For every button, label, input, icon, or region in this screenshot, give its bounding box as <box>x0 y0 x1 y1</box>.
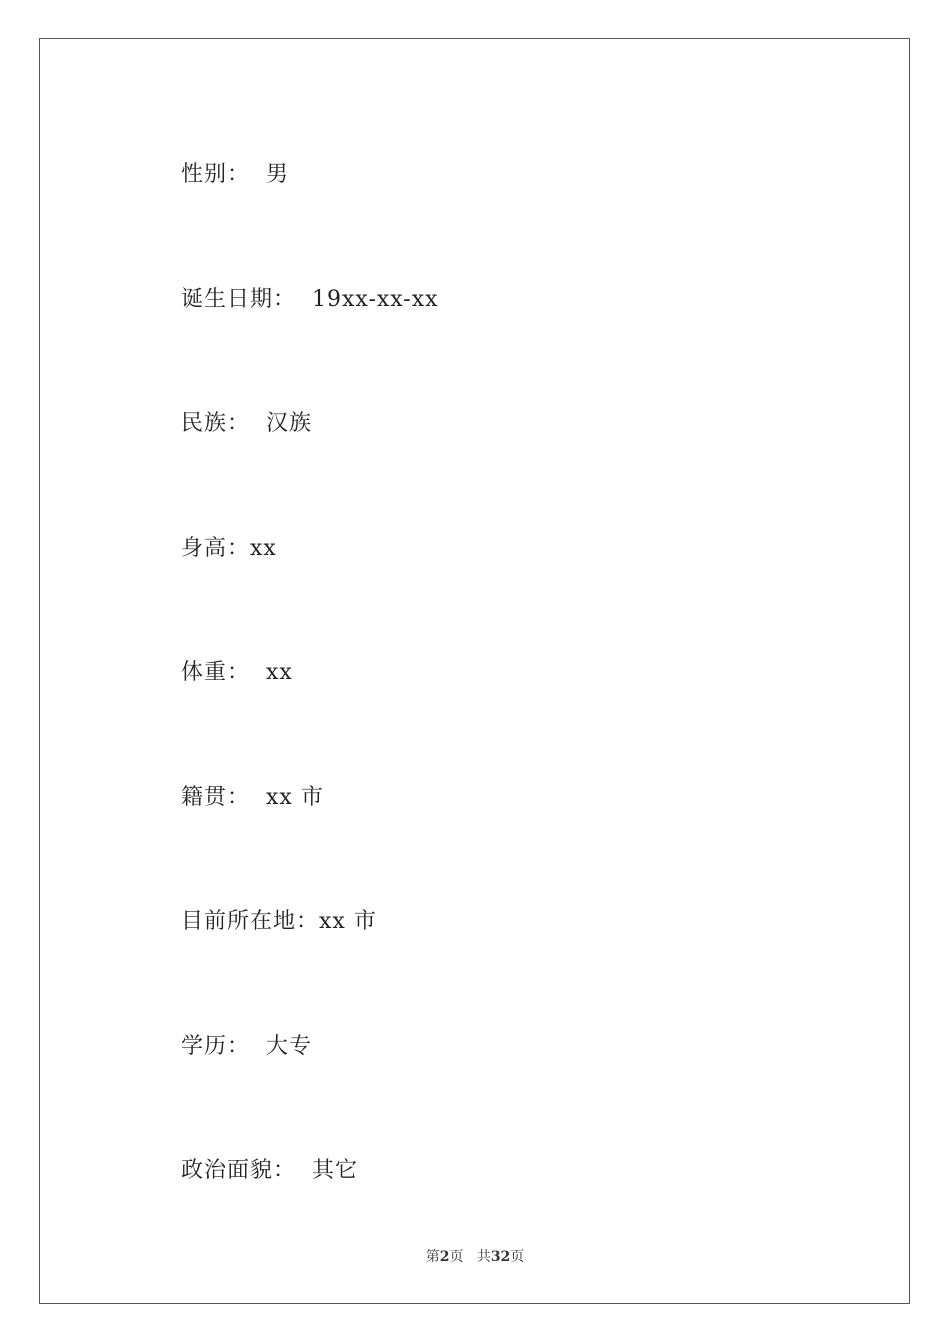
field-value: xx <box>250 536 277 561</box>
field-current-location <box>165 883 377 935</box>
field-label: 性别： <box>181 162 251 187</box>
field-gender <box>165 136 289 188</box>
field-value: xx <box>266 660 293 685</box>
total-prefix: 共 <box>476 1249 491 1265</box>
field-label: 目前所在地： <box>181 909 320 934</box>
field-value: xx 市 <box>266 785 324 810</box>
field-native-place <box>165 759 324 811</box>
page-prefix: 第 <box>425 1249 440 1265</box>
total-pages: 32 <box>490 1249 511 1265</box>
field-value: 汉族 <box>266 411 313 436</box>
field-political-status <box>165 1132 358 1184</box>
field-label: 诞生日期： <box>181 287 297 312</box>
field-label: 籍贯： <box>181 785 251 810</box>
field-label: 学历： <box>181 1034 251 1059</box>
field-weight <box>165 634 293 686</box>
field-birth-date <box>165 261 439 313</box>
page-number: 2 <box>439 1249 450 1265</box>
page-suffix: 页 <box>449 1249 464 1265</box>
field-value: 19xx-xx-xx <box>312 287 439 312</box>
field-value: 其它 <box>312 1158 359 1183</box>
field-label: 民族： <box>181 411 251 436</box>
field-education <box>165 1008 312 1060</box>
field-height <box>165 510 277 562</box>
page-footer <box>0 1248 950 1266</box>
field-label: 身高： <box>181 536 251 561</box>
field-value: xx 市 <box>319 909 377 934</box>
field-label: 体重： <box>181 660 251 685</box>
total-suffix: 页 <box>510 1249 525 1265</box>
field-label: 政治面貌： <box>181 1158 297 1183</box>
field-value: 大专 <box>266 1034 313 1059</box>
field-value: 男 <box>266 162 290 187</box>
field-ethnicity <box>165 385 312 437</box>
